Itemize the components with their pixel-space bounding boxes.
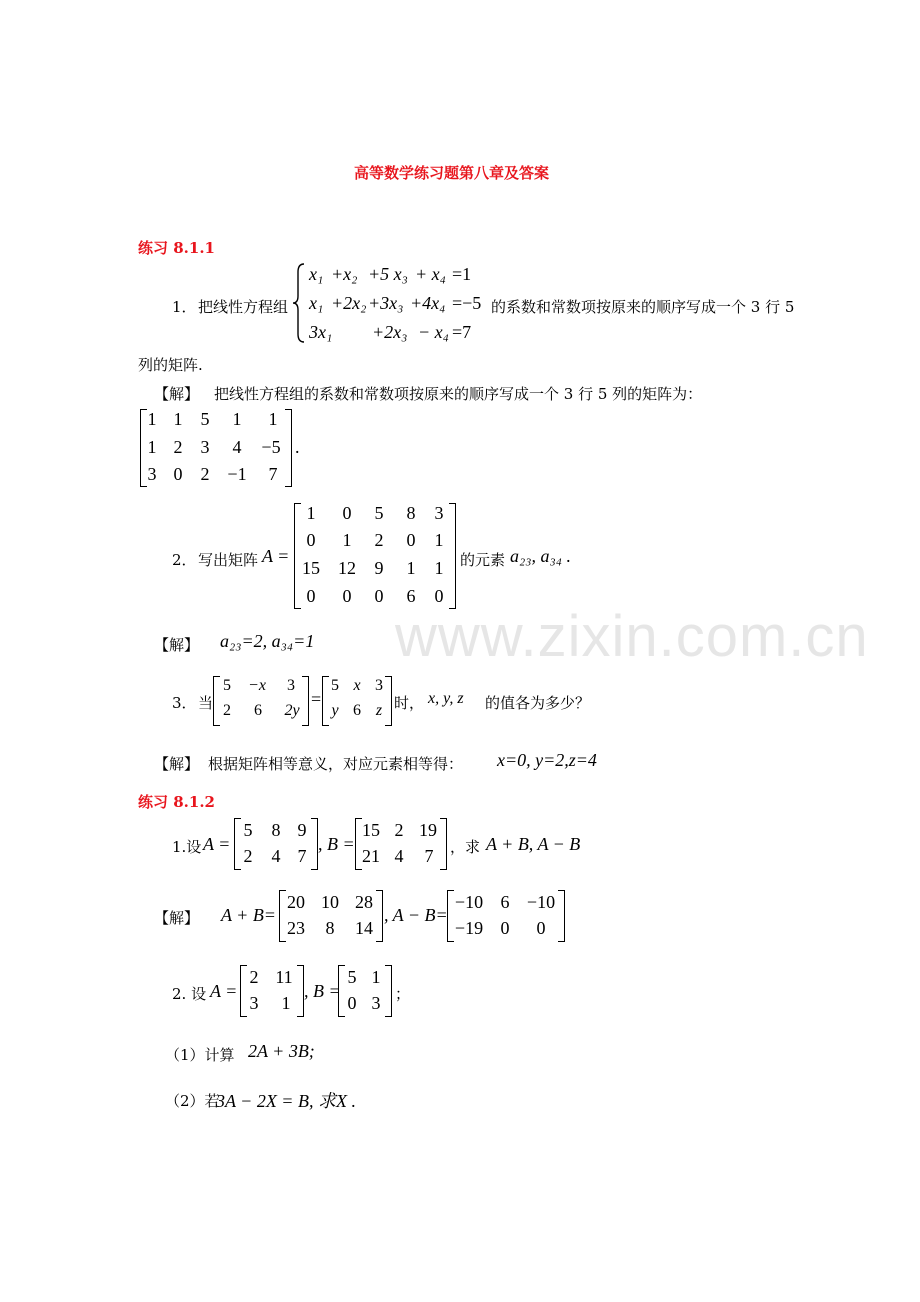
matrix-cell: 3 — [147, 464, 157, 484]
q1-eq2-term-4: +4x₄ — [410, 293, 446, 313]
q1-eq1-term-1: x₁ — [309, 264, 324, 284]
q1-answer-matrix — [140, 409, 292, 487]
q2-elements: a₂₃, a₃₄ . — [510, 546, 572, 566]
q1-eq1-term-4: + x₄ — [415, 264, 446, 284]
left-brace-icon — [292, 262, 306, 344]
matrix-cell: 23 — [287, 918, 305, 938]
q1-eq2-term-2: +2x₂ — [331, 293, 367, 313]
matrix-cell: 5 — [331, 677, 339, 694]
q3-matrix-left — [213, 676, 309, 726]
matrix-right-bracket — [558, 890, 565, 942]
q1-matrix-period: . — [295, 437, 300, 457]
matrix-cell: 4 — [271, 846, 281, 866]
matrix-right-bracket — [440, 818, 447, 870]
q1-eq1-term-3: +5 x₃ — [368, 264, 408, 284]
section-heading-8-1-2: 练习 8.1.2 — [138, 793, 215, 811]
q1-eq2-rhs: =−5 — [452, 293, 482, 313]
p2-var-b: , B = — [304, 981, 341, 1001]
p2-subquestion-2-label: （2）若 — [165, 1092, 220, 1110]
q2-var: A = — [262, 546, 290, 566]
p2-matrix-a — [240, 965, 304, 1017]
p1-matrix-diff — [447, 890, 565, 942]
q3-equals: = — [311, 689, 322, 709]
q2-prefix: 写出矩阵 — [198, 551, 259, 569]
p1-expressions: A + B, A − B — [486, 834, 581, 854]
matrix-cell: x — [353, 677, 361, 694]
matrix-cell: −5 — [261, 437, 281, 457]
matrix-cell: 0 — [347, 993, 357, 1013]
matrix-cell: 1 — [306, 503, 316, 523]
matrix-cell: 11 — [275, 967, 293, 987]
matrix-cell: 7 — [297, 846, 307, 866]
q3-vars: x, y, z — [428, 690, 464, 707]
matrix-cell: 3 — [200, 437, 210, 457]
matrix-cell: 0 — [342, 503, 352, 523]
q1-eq3-rhs: =7 — [452, 322, 472, 342]
matrix-cell: 6 — [254, 702, 262, 719]
matrix-cell: 1 — [232, 409, 242, 429]
q2-matrix — [294, 503, 456, 609]
q3-postfix-2: 的值各为多少？ — [485, 694, 591, 712]
matrix-cell: 1 — [371, 967, 381, 987]
matrix-cell: 0 — [500, 918, 510, 938]
matrix-cell: 0 — [374, 586, 384, 606]
q3-prefix: 当 — [198, 694, 214, 712]
matrix-cell: 6 — [353, 702, 361, 719]
matrix-cell: 3 — [287, 677, 295, 694]
p1-matrix-a — [234, 818, 318, 870]
matrix-cell: 3 — [434, 503, 444, 523]
matrix-cell: 2 — [243, 846, 253, 866]
matrix-cell: 0 — [406, 530, 416, 550]
matrix-cell: 0 — [173, 464, 183, 484]
matrix-cell: 2 — [249, 967, 259, 987]
matrix-cell: 5 — [200, 409, 210, 429]
matrix-cell: 7 — [268, 464, 278, 484]
matrix-cell: 12 — [338, 558, 356, 578]
q1-wrap: 列的矩阵. — [138, 356, 203, 374]
matrix-cell: 1 — [434, 558, 444, 578]
matrix-right-bracket — [311, 818, 318, 870]
matrix-cell: 15 — [302, 558, 320, 578]
matrix-cell: 5 — [243, 820, 253, 840]
matrix-cell: 1 — [434, 530, 444, 550]
matrix-cell: 2 — [394, 820, 404, 840]
matrix-cell: 1 — [268, 409, 278, 429]
matrix-cell: 0 — [434, 586, 444, 606]
matrix-cell: 3 — [375, 677, 383, 694]
q3-matrix-right — [322, 676, 392, 726]
matrix-cell: 4 — [232, 437, 242, 457]
matrix-cell: 15 — [362, 820, 380, 840]
matrix-cell: 6 — [500, 892, 510, 912]
matrix-cell: 3 — [249, 993, 259, 1013]
p1-matrix-sum — [279, 890, 383, 942]
matrix-cell: 5 — [374, 503, 384, 523]
matrix-cell: 2y — [284, 702, 300, 719]
matrix-cell: 3 — [371, 993, 381, 1013]
q1-eq3-term-1: 3x₁ — [309, 322, 333, 342]
matrix-cell: 1 — [173, 409, 183, 429]
watermark: www.zixin.com.cn — [395, 604, 869, 669]
matrix-cell: 2 — [200, 464, 210, 484]
matrix-cell: −x — [248, 677, 266, 694]
q1-postfix: 的系数和常数项按原来的顺序写成一个 3 行 5 — [491, 298, 795, 316]
matrix-cell: 1 — [147, 409, 157, 429]
matrix-right-bracket — [449, 503, 456, 609]
q1-eq2-term-3: +3x₃ — [368, 293, 404, 313]
matrix-cell: 7 — [424, 846, 434, 866]
matrix-cell: 21 — [362, 846, 380, 866]
section-heading-8-1-1: 练习 8.1.1 — [138, 239, 215, 257]
matrix-cell: 8 — [325, 918, 335, 938]
matrix-cell: 0 — [306, 530, 316, 550]
q1-eq1-term-2: +x₂ — [331, 264, 358, 284]
matrix-cell: 9 — [374, 558, 384, 578]
q1-prefix: 把线性方程组 — [198, 298, 289, 316]
matrix-cell: 28 — [355, 892, 373, 912]
q1-eq3-term-2: +2x₃ — [372, 322, 408, 342]
p1-answer-label: 【解】 — [154, 909, 200, 927]
matrix-cell: 0 — [306, 586, 316, 606]
p1-diff-label: , A − B= — [384, 905, 448, 925]
matrix-cell: z — [375, 702, 383, 719]
matrix-cell: 2 — [374, 530, 384, 550]
p1-var-b: , B = — [318, 834, 355, 854]
q1-answer-text: 把线性方程组的系数和常数项按原来的顺序写成一个 3 行 5 列的矩阵为： — [214, 385, 703, 403]
page-title: 高等数学练习题第八章及答案 — [354, 164, 550, 182]
matrix-cell: −10 — [526, 892, 556, 912]
matrix-right-bracket — [385, 965, 392, 1017]
matrix-cell: −10 — [454, 892, 484, 912]
q1-eq1-rhs: =1 — [452, 264, 472, 284]
q3-answer-label: 【解】 — [154, 755, 200, 773]
q2-number: 2． — [172, 551, 197, 569]
matrix-cell: 1 — [281, 993, 291, 1013]
matrix-cell: 1 — [342, 530, 352, 550]
matrix-cell: 8 — [406, 503, 416, 523]
q2-postfix: 的元素 — [460, 551, 506, 569]
p2-subquestion-1-expr: 2A + 3B; — [248, 1041, 315, 1061]
p2-number: 2. 设 — [172, 985, 207, 1003]
matrix-cell: −19 — [454, 918, 484, 938]
p1-number: 1.设 — [172, 838, 202, 856]
q3-answer-values: x=0, y=2,z=4 — [497, 750, 597, 770]
matrix-cell: 2 — [173, 437, 183, 457]
matrix-cell: y — [331, 702, 339, 719]
matrix-cell: 20 — [287, 892, 305, 912]
matrix-cell: 4 — [394, 846, 404, 866]
matrix-right-bracket — [376, 890, 383, 942]
p2-matrix-b — [338, 965, 392, 1017]
q1-answer-label: 【解】 — [154, 385, 200, 403]
p2-end: ； — [395, 985, 411, 1003]
matrix-cell: 10 — [321, 892, 339, 912]
matrix-cell: 14 — [355, 918, 373, 938]
q1-eq2-term-1: x₁ — [309, 293, 324, 313]
matrix-cell: 0 — [342, 586, 352, 606]
p2-subquestion-2-expr: 3A − 2X = B, 求X . — [216, 1091, 356, 1111]
p1-postfix: ，求 — [450, 838, 481, 856]
q3-answer-text: 根据矩阵相等意义，对应元素相等得： — [208, 755, 464, 773]
matrix-cell: 1 — [147, 437, 157, 457]
q3-number: 3． — [172, 694, 197, 712]
matrix-right-bracket — [297, 965, 304, 1017]
p1-var-a: A = — [203, 834, 231, 854]
p2-subquestion-1-label: （1）计算 — [165, 1046, 235, 1064]
p1-sum-label: A + B= — [221, 905, 276, 925]
matrix-cell: 8 — [271, 820, 281, 840]
q2-answer-label: 【解】 — [154, 636, 200, 654]
q2-answer-text: a₂₃=2, a₃₄=1 — [220, 631, 315, 651]
matrix-right-bracket — [285, 409, 292, 487]
matrix-cell: 19 — [419, 820, 437, 840]
matrix-cell: 5 — [223, 677, 231, 694]
q3-postfix: 时， — [394, 694, 425, 712]
p1-matrix-b — [355, 818, 447, 870]
matrix-cell: 1 — [406, 558, 416, 578]
matrix-cell: 0 — [536, 918, 546, 938]
q1-number: 1． — [172, 298, 197, 316]
matrix-cell: −1 — [227, 464, 247, 484]
matrix-cell: 5 — [347, 967, 357, 987]
matrix-cell: 6 — [406, 586, 416, 606]
matrix-cell: 9 — [297, 820, 307, 840]
matrix-cell: 2 — [223, 702, 231, 719]
q1-eq3-term-3: − x₄ — [418, 322, 449, 342]
p2-var-a: A = — [210, 981, 238, 1001]
